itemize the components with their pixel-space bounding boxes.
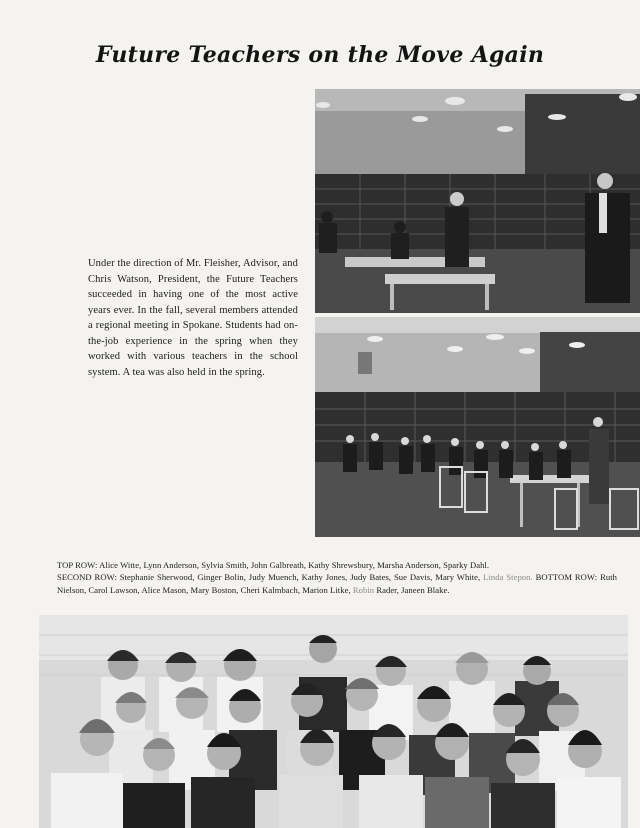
members-caption bbox=[57, 559, 617, 596]
library-photo-top bbox=[315, 89, 640, 313]
intro-paragraph: Under the direction of Mr. Fleisher, Advisor, and Chris Watson, President, the Future Teachers succeeded in having one of the most active years ever. In the fall, several members attended a regional meeting in Spokane. Students had on-the-job experience in the spring when they worked with various teachers in the school system. A tea was also held in the spring. bbox=[88, 258, 298, 378]
group-photo bbox=[39, 615, 628, 828]
bottom-row-names-end: Rader, Janeen Blake. bbox=[376, 584, 450, 595]
bottom-row-names: Ruth Nielson, Carol Lawson, Alice Mason, Mary Boston, Cheri Kalmbach, Marion Litke, bbox=[57, 572, 618, 595]
bottom-row-faded-name: Robin bbox=[352, 584, 375, 595]
second-row-label: SECOND ROW: bbox=[57, 572, 117, 583]
bottom-row-label: BOTTOM ROW: bbox=[535, 572, 598, 583]
top-row-names: Alice Witte, Lynn Anderson, Sylvia Smith, John Galbreath, Kathy Shrewsbury, Marsha Anderson, Sparky Dahl. bbox=[99, 560, 490, 570]
second-row-faded-name: Linda Stepon. bbox=[483, 572, 533, 583]
library-photo-middle bbox=[315, 317, 640, 537]
top-row-label: TOP ROW: bbox=[57, 560, 98, 570]
page-title: Future Teachers on the Move Again bbox=[95, 42, 545, 68]
second-row-names: Stephanie Sherwood, Ginger Bolin, Judy Muench, Kathy Jones, Judy Bates, Sue Davis, Mary White, bbox=[119, 572, 481, 583]
